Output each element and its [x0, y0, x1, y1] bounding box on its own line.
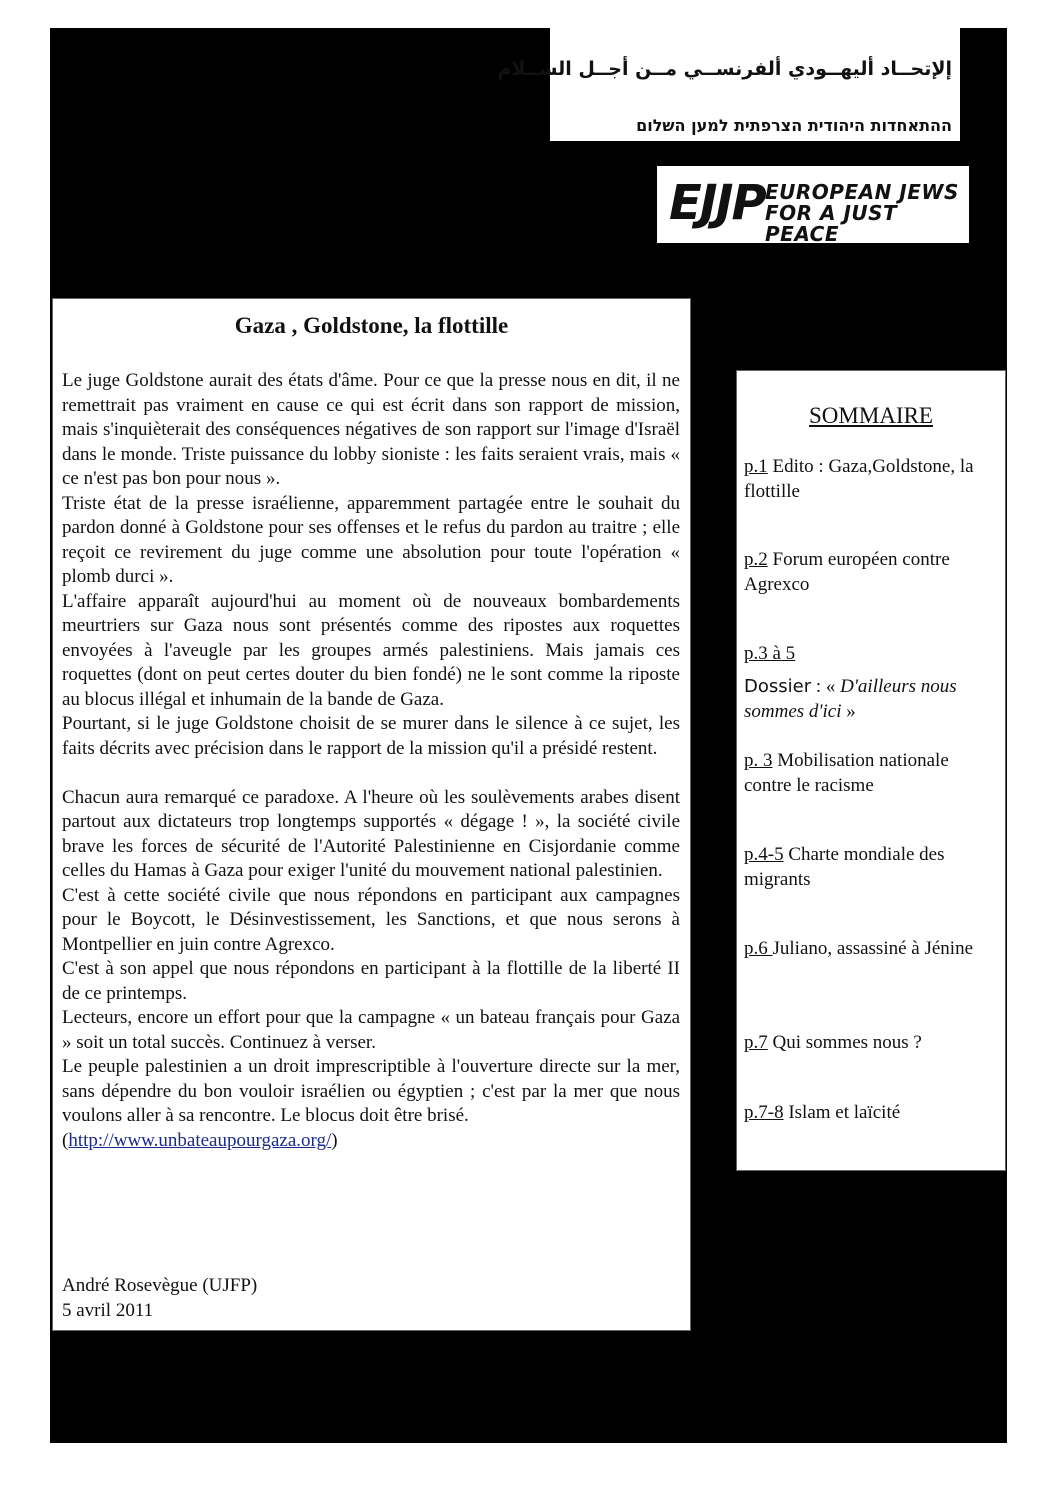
campaign-link[interactable]: http://www.unbateaupourgaza.org/ [68, 1129, 332, 1151]
ejjp-logo [657, 166, 969, 246]
toc-item[interactable] [744, 1030, 997, 1055]
toc-page-ref: p.2 [744, 549, 768, 570]
paragraph-spacer [62, 761, 680, 786]
article-date: 5 avril 2011 [62, 1299, 154, 1321]
article-paragraph: Lecteurs, encore un effort pour que la campagne « un bateau français pour Gaza » soit un total succès. Continuez à verser. [62, 1007, 680, 1053]
dossier-colon: : « [811, 676, 841, 697]
toc-item-dossier[interactable] [744, 641, 997, 724]
toc-item-text: Mobilisation nationale contre le racisme [744, 750, 949, 796]
toc-item[interactable] [744, 748, 997, 798]
toc-page-ref: p.1 [744, 456, 768, 477]
article-title: Gaza , Goldstone, la flottille [234, 313, 509, 338]
toc-item[interactable] [744, 936, 997, 961]
article-paragraph: C'est à cette société civile que nous répondons en participant aux campagnes pour le Boycott, le Désinvestissement, les Sanctions, et que nous serons à Montpellier en juin contre Agrexco. [62, 884, 680, 955]
toc-item-text: Juliano, assassiné à Jénine [772, 938, 974, 959]
ejjp-logo-text [765, 182, 969, 245]
toc-item[interactable] [744, 454, 997, 504]
article-paragraph: Le juge Goldstone aurait des états d'âme. Pour ce que la presse nous en dit, il ne remettrait pas vraiment en cause ce qui est écrit dans son rapport de mission, mais s'inquièterait des conséquences négatives de son rapport sur l'image d'Israël dans le monde. Triste puissance du lobby sioniste : les faits seraient vrais, mais « ce n'est pas bon pour nous ». [62, 370, 680, 489]
article-paragraph: Pourtant, si le juge Goldstone choisit de se murer dans le silence à ce sujet, les faits décrits avec précision dans le rapport de la mission qu'il a présidé restent. [62, 713, 680, 759]
link-paren-open: ( [62, 1129, 69, 1151]
org-name-arabic: إلإتحــاد أليهــودي ألفرنســي مــن أجــل الســلام [497, 58, 952, 80]
toc-item-text: Edito : Gaza,Goldstone, la flottille [744, 456, 974, 502]
table-of-contents [736, 370, 1006, 1171]
toc-item-text: Charte mondiale des migrants [744, 844, 945, 890]
ejjp-logo-mark: EJJP [669, 175, 765, 231]
article-paragraph: Chacun aura remarqué ce paradoxe. A l'heure où les soulèvements arabes disent partout aux dictateurs trop longtemps supportés « dégage ! », la société civile brave les forces de sécurité de l'Autorité Palestinienne en Cisjordanie comme celles du Hamas à Gaza pour exiger l'unité du mouvement national palestinien. [62, 786, 680, 881]
article-paragraph: L'affaire apparaît aujourd'hui au moment où de nouveaux bombardements meurtriers sur Gaza nous sont présentés comme des ripostes aux roquettes envoyées à l'aveugle par les groupes armés palestiniens. Mais jamais ces roquettes (dont on peut certes douter du bien fondé) ne le sont comme la riposte au blocus illégal et inhumain de la bande de Gaza. [62, 590, 680, 710]
toc-title: SOMMAIRE [809, 403, 933, 428]
organization-header [497, 28, 960, 141]
toc-page-ref: p.3 à 5 [744, 643, 796, 664]
editorial-article [52, 298, 691, 1331]
article-paragraph: C'est à son appel que nous répondons en participant à la flottille de la liberté II de ce printemps. [62, 958, 680, 1004]
link-paren-close: ) [331, 1129, 338, 1151]
dossier-title: D'ailleurs nous sommes d'ici [744, 676, 957, 722]
org-name-hebrew: ההתאחדות היהודית הצרפתית למען השלום [636, 116, 952, 135]
toc-page-ref: p.4-5 [744, 844, 784, 865]
article-link-line [62, 1129, 680, 1154]
logo-text-line2: FOR A JUST PEACE [765, 201, 898, 246]
article-body [62, 369, 680, 1153]
toc-item-text: Qui sommes nous ? [767, 1032, 922, 1053]
toc-item[interactable] [744, 547, 997, 597]
toc-item-text: Islam et laïcité [783, 1102, 901, 1123]
toc-item[interactable] [744, 1100, 997, 1125]
article-paragraph: Triste état de la presse israélienne, apparemment partagée entre le souhait du pardon donné à Goldstone pour ses offenses et le refus du pardon au traitre ; elle reçoit ce revirement du juge comme une absolution pour toute l'opération « plomb durci ». [62, 492, 680, 587]
logo-text-line1: EUROPEAN JEWS [765, 180, 959, 204]
dossier-end: » [841, 701, 856, 722]
toc-page-ref: p. 3 [744, 750, 773, 771]
toc-page-ref: p.7-8 [744, 1102, 784, 1123]
toc-page-ref: p.6 [744, 938, 773, 959]
dossier-label: Dossier [744, 676, 812, 697]
article-author: André Rosevègue (UJFP) [62, 1275, 258, 1296]
toc-page-ref: p.7 [744, 1032, 768, 1053]
article-paragraph: Le peuple palestinien a un droit imprescriptible à l'ouverture directe sur la mer, sans dépendre du bon vouloir israélien ou égyptien ; c'est par la mer que nous voulons aller à sa rencontre. Le blocus doit être brisé. [62, 1056, 680, 1126]
article-signature [62, 1274, 257, 1323]
toc-item[interactable] [744, 842, 997, 892]
toc-item-text: Forum européen contre Agrexco [744, 549, 950, 595]
